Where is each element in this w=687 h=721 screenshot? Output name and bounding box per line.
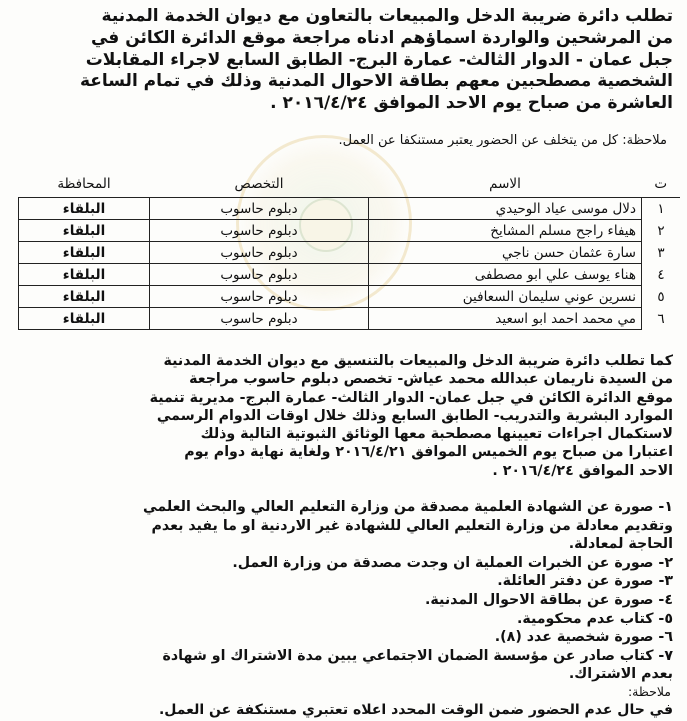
table-header-row xyxy=(19,171,681,198)
row-number: ١ xyxy=(657,200,665,217)
header-name: الاسم xyxy=(369,171,642,198)
row-number: ٤ xyxy=(657,266,665,283)
intro-line: تطلب دائرة ضريبة الدخل والمبيعات بالتعاون مع ديوان الخدمة المدنية xyxy=(101,6,673,26)
closing-note: في حال عدم الحضور ضمن الوقت المحدد اعلاه تعتبري مستنكفة عن العمل. xyxy=(158,702,673,718)
intro-line: الشخصية مصطحبين معهم بطاقة الاحوال المدنية وذلك في تمام الساعة xyxy=(79,71,673,92)
row-number: ٦ xyxy=(657,310,665,327)
intro-paragraph xyxy=(16,6,673,115)
row-number: ٣ xyxy=(657,244,665,261)
list-item: ٥- كتاب عدم محكومية. xyxy=(516,610,673,627)
note-label: ملاحظة: xyxy=(627,684,671,699)
candidate-name: نسرين عوني سليمان السعافين xyxy=(369,286,642,308)
candidate-governorate: البلقاء xyxy=(19,220,150,242)
candidates-table xyxy=(18,171,680,330)
candidate-specialization: دبلوم حاسوب xyxy=(150,264,369,286)
list-item: ١- صورة عن الشهادة العلمية مصدقة من وزارة التعليم العالي والبحث العلمي xyxy=(143,499,673,515)
table-row xyxy=(19,308,681,330)
attendance-note: ملاحظة: كل من يتخلف عن الحضور يعتبر مستنكفا عن العمل. xyxy=(338,133,667,148)
paragraph-line: كما تطلب دائرة ضريبة الدخل والمبيعات بالتنسيق مع ديوان الخدمة المدنية xyxy=(163,353,673,369)
paragraph-line: الموارد البشرية والتدريب- الطابق السابع وذلك خلال اوقات الدوام الرسمي xyxy=(156,407,673,424)
table-row xyxy=(19,286,681,308)
list-item: وتقديم معادلة من وزارة التعليم العالي للشهادة غير الاردنية او ما يفيد بعدم xyxy=(151,517,673,534)
intro-line: من المرشحين والواردة اسماؤهم ادناه مراجعة موقع الدائرة الكائن في xyxy=(90,27,673,48)
list-item: ٦- صورة شخصية عدد (٨). xyxy=(494,629,673,646)
paragraph-line: الاحد الموافق ٢٠١٦/٤/٢٤ . xyxy=(492,462,673,479)
header-number: ت xyxy=(642,171,681,198)
intro-line: العاشرة من صباح يوم الاحد الموافق ٢٠١٦/٤/٢٤ . xyxy=(270,93,673,114)
candidate-name: دلال موسى عياد الوحيدي xyxy=(369,198,642,220)
paragraph-line: موقع الدائرة الكائن في جبل عمان- الدوار الثالث- عمارة البرج- مديرية تنمية xyxy=(149,389,673,406)
appointment-paragraph xyxy=(16,352,673,480)
candidate-name: سارة عثمان حسن ناجي xyxy=(369,242,642,264)
table-row xyxy=(19,198,681,220)
table-row xyxy=(19,220,681,242)
list-item: بعدم الاشتراك. xyxy=(568,666,673,683)
candidate-name: هيفاء راجح مسلم المشايخ xyxy=(369,220,642,242)
row-number: ٢ xyxy=(657,222,665,239)
candidate-specialization: دبلوم حاسوب xyxy=(150,242,369,264)
list-item: ٧- كتاب صادر عن مؤسسة الضمان الاجتماعي يبين مدة الاشتراك او شهادة xyxy=(162,647,673,664)
candidate-specialization: دبلوم حاسوب xyxy=(150,286,369,308)
candidate-governorate: البلقاء xyxy=(19,264,150,286)
header-governorate: المحافظة xyxy=(19,171,150,198)
list-item: ٣- صورة عن دفتر العائلة. xyxy=(497,573,673,590)
table-row xyxy=(19,264,681,286)
paragraph-line: من السيدة ناريمان عبدالله محمد عياش- تخصص دبلوم حاسوب مراجعة xyxy=(189,371,673,388)
table-row xyxy=(19,242,681,264)
list-item: ٤- صورة عن بطاقة الاحوال المدنية. xyxy=(425,591,673,608)
paragraph-line: اعتبارا من صباح يوم الخميس الموافق ٢٠١٦/٤/٢١ ولغاية نهاية دوام يوم xyxy=(184,444,673,461)
candidate-specialization: دبلوم حاسوب xyxy=(150,198,369,220)
candidate-name: هناء يوسف علي ابو مصطفى xyxy=(369,264,642,286)
candidate-governorate: البلقاء xyxy=(19,286,150,308)
header-specialization: التخصص xyxy=(150,171,369,198)
list-item: الحاجة لمعادلة. xyxy=(568,536,673,553)
list-item: ٢- صورة عن الخبرات العملية ان وجدت مصدقة من وزارة العمل. xyxy=(232,554,673,571)
required-documents-list xyxy=(16,498,673,684)
intro-line: جبل عمان - الدوار الثالث- عمارة البرج- الطابق السابع لاجراء المقابلات xyxy=(85,49,673,70)
candidate-specialization: دبلوم حاسوب xyxy=(150,220,369,242)
candidate-governorate: البلقاء xyxy=(19,308,150,330)
row-number: ٥ xyxy=(657,288,665,305)
candidate-name: مي محمد احمد ابو اسعيد xyxy=(369,308,642,330)
paragraph-line: لاستكمال اجراءات تعيينها مصطحبة معها الوثائق الثبوتية التالية وذلك xyxy=(200,426,673,443)
candidate-specialization: دبلوم حاسوب xyxy=(150,308,369,330)
candidate-governorate: البلقاء xyxy=(19,198,150,220)
candidate-governorate: البلقاء xyxy=(19,242,150,264)
